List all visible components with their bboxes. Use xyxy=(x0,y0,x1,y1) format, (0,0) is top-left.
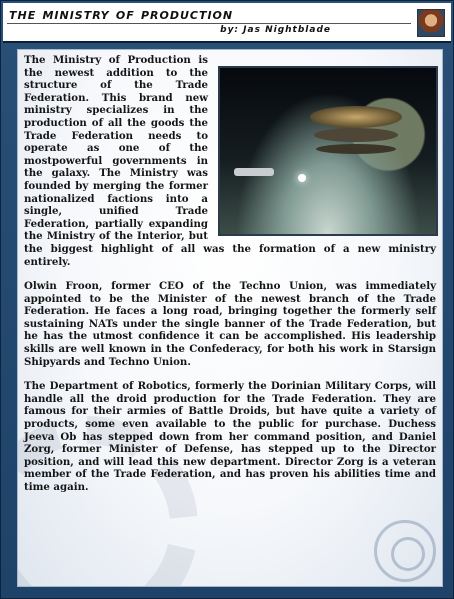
article-paragraph-2: Olwin Froon, former CEO of the Techno Union, was immediately appointed to be the Minister of the newest branch of the Trade Federation. He faces a long road, bringing together the formerly self sustaining NATs under the single banner of the Trade Federation, but he has the utmost confidence it can be accomplished. His leadership skills are well known in the Confederacy, for both his work in Starsign Shipyards and Techno Union. xyxy=(24,280,436,368)
page-title: the ministry of production xyxy=(9,5,234,23)
author-byline: by: Jas Nightblade xyxy=(220,25,331,35)
emblem-watermark-icon xyxy=(374,520,436,582)
author-avatar-icon xyxy=(417,9,445,37)
header-bar xyxy=(3,3,451,43)
moon-shape xyxy=(298,174,306,182)
article-paragraph-3: The Department of Robotics, formerly the Dorinian Military Corps, will handle all the droid production for the Trade Federation. They are famous for their armies of Battle Droids, but have quite a variety of products, some even available to the public for purchase. Duchess Jeeva Ob has stepped down from her command position, and Daniel Zorg, former Minister of Defense, has stepped up to the Director position, and will lead this new department. Director Zorg is a veteran member of the Trade Federation, and has proven his abilities time and time again. xyxy=(24,380,436,493)
ship-shape xyxy=(234,168,274,176)
header-divider xyxy=(7,23,411,24)
article-page xyxy=(17,49,443,587)
article-paragraph-1: The Ministry of Production is the newest addition to the structure of the Trade Federation. This brand new ministry specializes in the production of all the goods the Trade Federation needs to operate as one of the mostpowerful governments in the galaxy. The Ministry was founded by merging the former nationalized factions into a single, unified Trade Federation, partially expanding the Ministry of the Interior, but the biggest highlight of all was the formation of a new ministry entirely. xyxy=(24,54,436,268)
space-station-image xyxy=(218,66,438,236)
station-shape xyxy=(310,106,402,128)
